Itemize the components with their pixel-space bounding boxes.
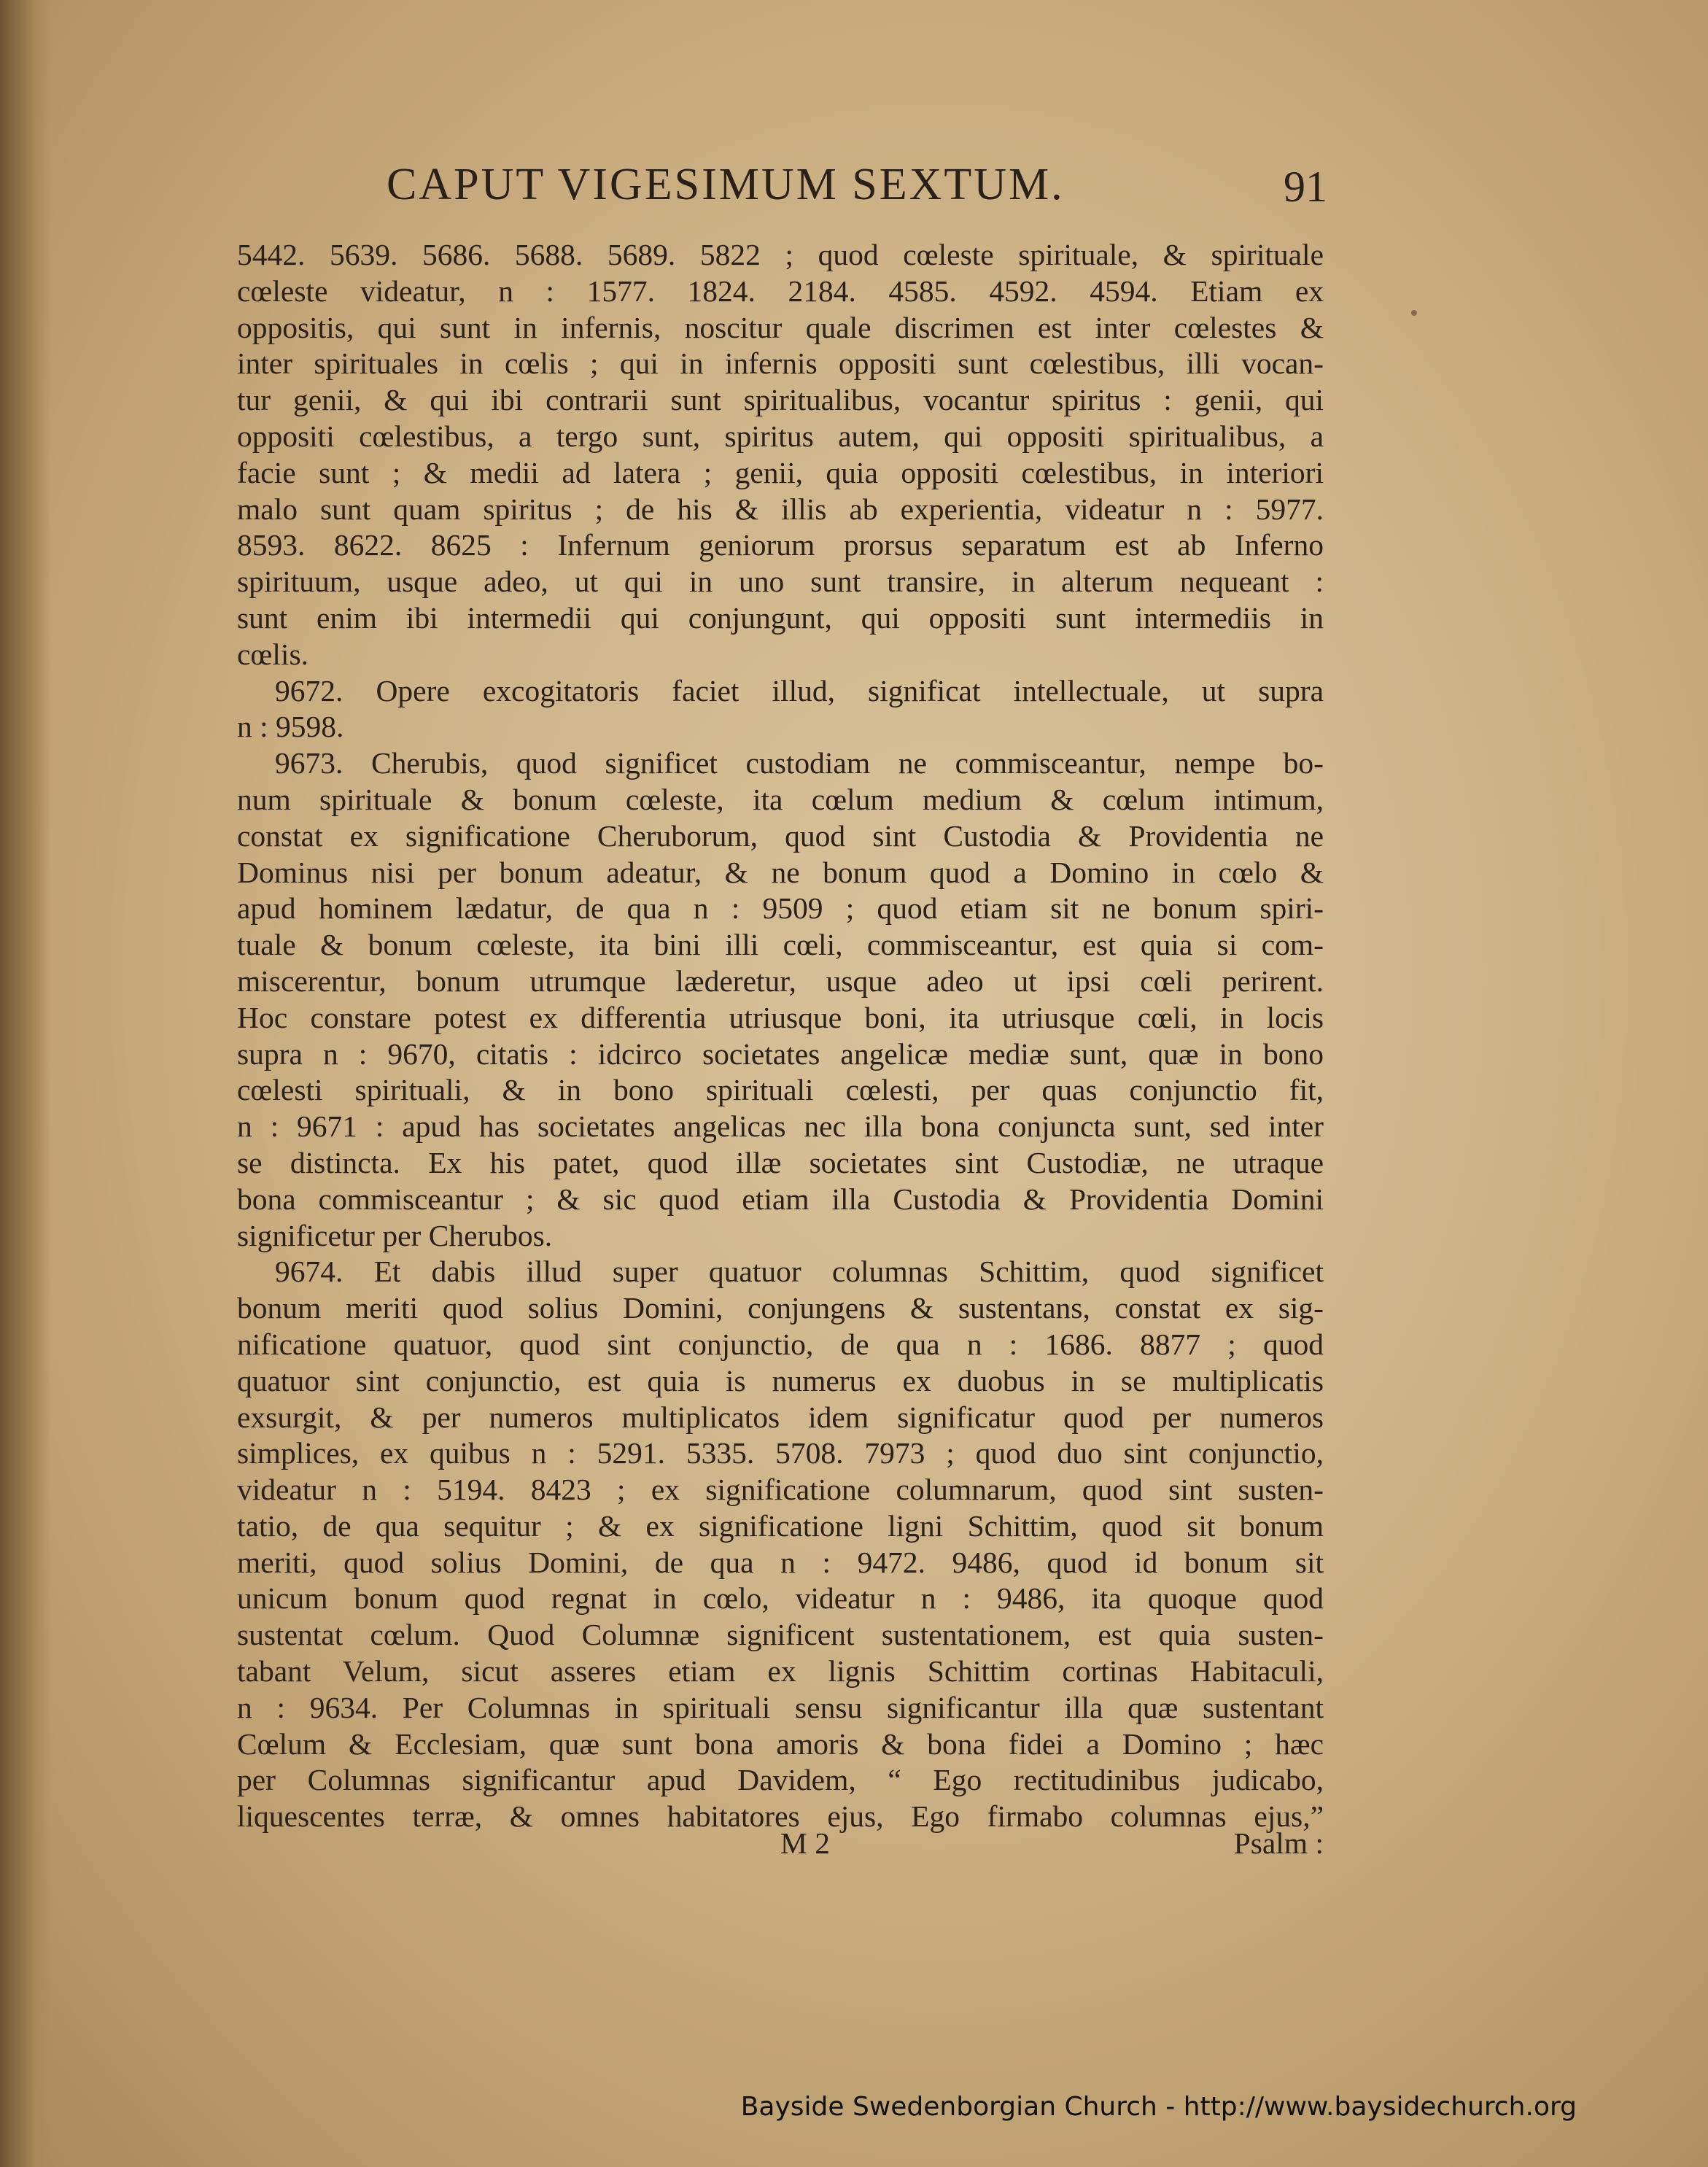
text-line: tuale & bonum cœleste, ita bini illi cœli, commisceantur, est quia si com- bbox=[237, 928, 1324, 962]
text-line: spirituum, usque adeo, ut qui in uno sunt transire, in alterum nequeant : bbox=[237, 565, 1324, 599]
text-line: bonum meriti quod solius Domini, conjungens & sustentans, constat ex sig- bbox=[237, 1291, 1324, 1325]
text-line: 9674. Et dabis illud super quatuor columnas Schittim, quod significet bbox=[275, 1255, 1324, 1289]
text-line: Cœlum & Ecclesiam, quæ sunt bona amoris & bona fidei a Domino ; hæc bbox=[237, 1726, 1324, 1761]
text-line: significetur per Cherubos. bbox=[237, 1218, 553, 1252]
text-line: apud hominem lædatur, de qua n : 9509 ; quod etiam sit ne bonum spiri- bbox=[237, 891, 1324, 926]
text-line: oppositis, qui sunt in infernis, noscitur quale discrimen est inter cœlestes & bbox=[237, 310, 1324, 344]
text-line: facie sunt ; & medii ad latera ; genii, quia oppositi cœlestibus, in interiori bbox=[237, 455, 1324, 489]
book-gutter-shadow bbox=[0, 0, 51, 2167]
text-line: malo sunt quam spiritus ; de his & illis ab experientia, videatur n : 5977. bbox=[237, 492, 1324, 526]
text-line: cœlesti spirituali, & in bono spirituali cœlesti, per quas conjunctio fit, bbox=[237, 1073, 1324, 1107]
text-line: quatuor sint conjunctio, est quia is numerus ex duobus in se multiplicatis bbox=[237, 1363, 1324, 1397]
watermark-text: Bayside Swedenborgian Church - http://www.baysidechurch.org bbox=[740, 2092, 1577, 2122]
text-line: tur genii, & qui ibi contrarii sunt spiritualibus, vocantur spiritus : genii, qui bbox=[237, 383, 1324, 417]
page-number: 91 bbox=[1284, 163, 1327, 211]
signature-mark: M 2 bbox=[780, 1826, 831, 1860]
text-line: exsurgit, & per numeros multiplicatos idem significatur quod per numeros bbox=[237, 1400, 1324, 1434]
text-line: inter spirituales in cœlis ; qui in infernis oppositi sunt cœlestibus, illi vocan- bbox=[237, 346, 1324, 381]
text-line: supra n : 9670, citatis : idcirco societates angelicæ mediæ sunt, quæ in bono bbox=[237, 1036, 1324, 1071]
page-header bbox=[233, 159, 1327, 225]
text-line: 5442. 5639. 5686. 5688. 5689. 5822 ; quod cœleste spirituale, & spirituale bbox=[237, 238, 1324, 271]
text-line: sunt enim ibi intermedii qui conjungunt, qui oppositi sunt intermediis in bbox=[237, 600, 1324, 635]
text-line: Dominus nisi per bonum adeatur, & ne bonum quod a Domino in cœlo & bbox=[237, 855, 1324, 889]
text-line: cœlis. bbox=[237, 637, 308, 671]
text-line: cœleste videatur, n : 1577. 1824. 2184. 4585. 4592. 4594. Etiam ex bbox=[237, 274, 1324, 308]
body-text bbox=[237, 237, 1324, 1835]
paper-spot bbox=[1411, 310, 1417, 316]
text-line: unicum bonum quod regnat in cœlo, videatur n : 9486, ita quoque quod bbox=[237, 1581, 1324, 1616]
text-line: sustentat cœlum. Quod Columnæ significent sustentationem, est quia susten- bbox=[237, 1618, 1324, 1652]
text-line: constat ex significatione Cheruborum, quod sint Custodia & Providentia ne bbox=[237, 818, 1324, 853]
text-line: miscerentur, bonum utrumque læderetur, usque adeo ut ipsi cœli perirent. bbox=[237, 964, 1324, 998]
text-line: n : 9634. Per Columnas in spirituali sensu significantur illa quæ sustentant bbox=[237, 1690, 1324, 1724]
text-line: bona commisceantur ; & sic quod etiam illa Custodia & Providentia Domini bbox=[237, 1182, 1324, 1216]
text-line: n : 9598. bbox=[237, 710, 344, 744]
text-line: n : 9671 : apud has societates angelicas nec illa bona conjuncta sunt, sed inter bbox=[237, 1109, 1324, 1144]
text-line: oppositi cœlestibus, a tergo sunt, spiritus autem, qui oppositi spiritualibus, a bbox=[237, 419, 1324, 453]
text-line: nificatione quatuor, quod sint conjunctio, de qua n : 1686. 8877 ; quod bbox=[237, 1327, 1324, 1361]
text-line: tatio, de qua sequitur ; & ex significatione ligni Schittim, quod sit bonum bbox=[237, 1508, 1324, 1543]
text-line: 9673. Cherubis, quod significet custodiam ne commisceantur, nempe bo- bbox=[275, 746, 1324, 780]
text-line: liquescentes terræ, & omnes habitatores ejus, Ego firmabo columnas ejus,” bbox=[237, 1799, 1324, 1834]
text-line: 9672. Opere excogitatoris faciet illud, significat intellectuale, ut supra bbox=[275, 673, 1324, 708]
running-head: CAPUT VIGESIMUM SEXTUM. bbox=[387, 160, 1065, 209]
text-line: tabant Velum, sicut asseres etiam ex lignis Schittim cortinas Habitaculi, bbox=[237, 1654, 1324, 1689]
text-line: meriti, quod solius Domini, de qua n : 9472. 9486, quod id bonum sit bbox=[237, 1545, 1324, 1579]
page-footer bbox=[237, 1826, 1324, 1864]
text-line: num spirituale & bonum cœleste, ita cœlum medium & cœlum intimum, bbox=[237, 782, 1324, 816]
text-line: Hoc constare potest ex differentia utriusque boni, ita utriusque cœli, in locis bbox=[237, 1000, 1324, 1034]
text-line: 8593. 8622. 8625 : Infernum geniorum prorsus separatum est ab Inferno bbox=[237, 528, 1324, 562]
text-line: simplices, ex quibus n : 5291. 5335. 5708. 7973 ; quod duo sint conjunctio, bbox=[237, 1436, 1324, 1470]
text-line: se distincta. Ex his patet, quod illæ societates sint Custodiæ, ne utraque bbox=[237, 1145, 1324, 1179]
text-line: videatur n : 5194. 8423 ; ex significatione columnarum, quod sint susten- bbox=[237, 1473, 1324, 1507]
text-line: per Columnas significantur apud Davidem, “ Ego rectitudinibus judicabo, bbox=[237, 1763, 1324, 1797]
catchword: Psalm : bbox=[1233, 1826, 1324, 1860]
